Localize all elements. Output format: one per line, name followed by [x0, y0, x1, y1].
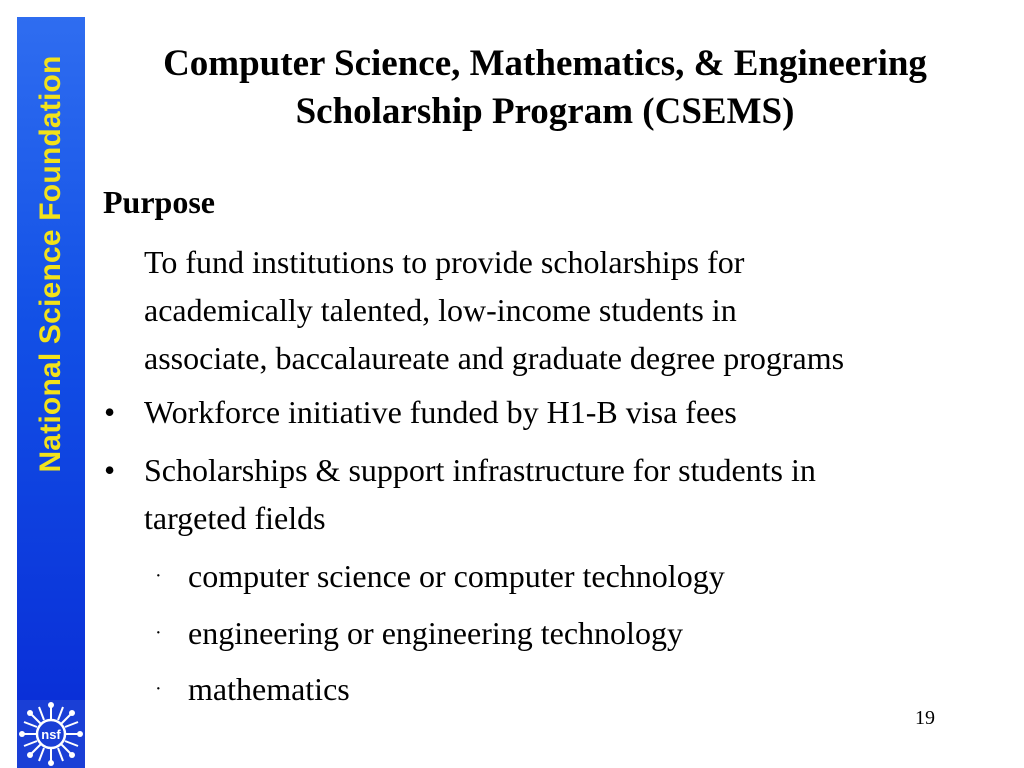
- bullet-marker: •: [104, 452, 116, 488]
- nsf-logo-text: nsf: [41, 727, 61, 742]
- purpose-description: [144, 238, 1024, 382]
- purpose-heading: Purpose: [103, 184, 215, 220]
- sidebar-label: National Science Foundation: [34, 55, 67, 473]
- bullet-text: Workforce initiative funded by H1-B visa fees: [144, 394, 737, 430]
- subbullet-marker: ·: [155, 678, 162, 700]
- purpose-line-1: To fund institutions to provide scholarships for: [144, 244, 745, 280]
- subbullet-text: engineering or engineering technology: [188, 615, 683, 651]
- purpose-line-2: academically talented, low-income students in: [144, 292, 737, 328]
- slide-title: [100, 40, 990, 136]
- subbullet-text: mathematics: [188, 671, 350, 707]
- bullet-text-line-1: Scholarships & support infrastructure for students in: [144, 452, 816, 488]
- subbullet-marker: ·: [155, 565, 162, 587]
- slide-title-line-1: Computer Science, Mathematics, & Engineering: [163, 43, 927, 84]
- nsf-logo-icon: [17, 700, 85, 768]
- slide-title-line-2: Scholarship Program (CSEMS): [295, 91, 795, 132]
- purpose-line-3: associate, baccalaureate and graduate degree programs: [144, 340, 845, 376]
- bullet-marker: •: [104, 394, 116, 430]
- nsf-logo: [17, 700, 85, 768]
- page-number: 19: [915, 707, 935, 729]
- bullet-text-line-2: targeted fields: [144, 500, 326, 536]
- subbullet-text: computer science or computer technology: [188, 558, 725, 594]
- subbullet-marker: ·: [155, 622, 162, 644]
